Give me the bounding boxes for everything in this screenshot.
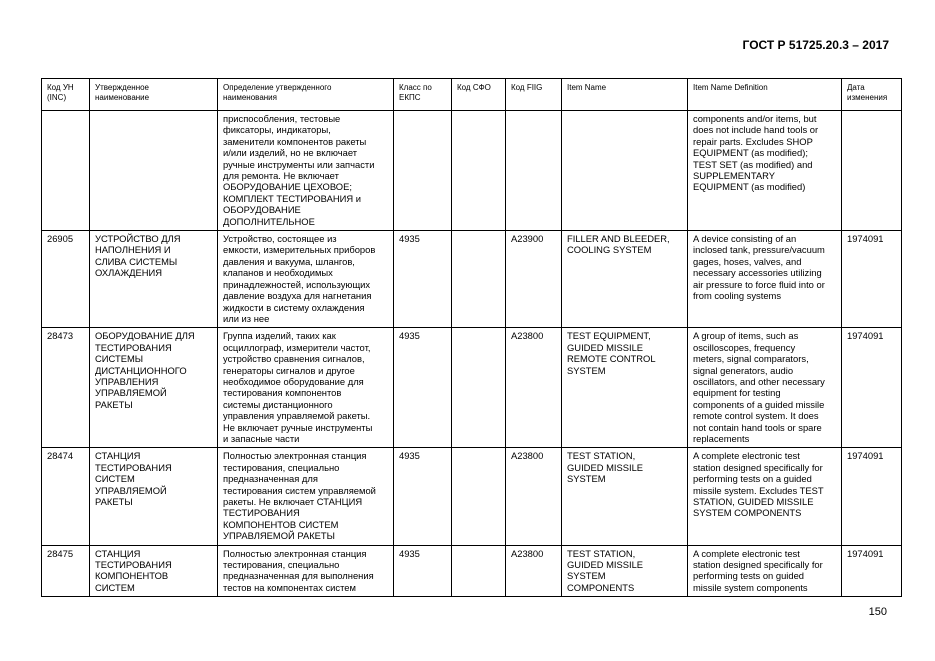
table-row xyxy=(42,448,902,545)
column-header-item-definition: Item Name Definition xyxy=(688,79,842,111)
cell-class xyxy=(394,111,452,231)
cell-name-ru: ОБОРУДОВАНИЕ ДЛЯ ТЕСТИРОВАНИЯ СИСТЕМЫ ДИСТАНЦИОННОГО УПРАВЛЕНИЯ УПРАВЛЯЕМОЙ РАКЕТЫ xyxy=(90,328,218,448)
cell-sfo xyxy=(452,328,506,448)
cell-class: 4935 xyxy=(394,231,452,328)
cell-inc: 26905 xyxy=(42,231,90,328)
cell-fiig: A23800 xyxy=(506,545,562,597)
cell-item-definition: components and/or items, but does not include hand tools or repair parts. Excludes SHOP EQUIPMENT (as modified); TEST SET (as modified) and SUPPLEMENTARY EQUIPMENT (as modified) xyxy=(688,111,842,231)
cell-name-ru: СТАНЦИЯ ТЕСТИРОВАНИЯ СИСТЕМ УПРАВЛЯЕМОЙ РАКЕТЫ xyxy=(90,448,218,545)
cell-definition-ru: Группа изделий, таких как осциллограф, измерители частот, устройство сравнения сигналов, генераторы сигналов и другое необходимое оборудование для тестирования компонентов системы дистанционного управления управляемой ракеты. Не включает ручные инструменты и запасные части xyxy=(218,328,394,448)
cell-date: 1974091 xyxy=(842,231,902,328)
column-header-date: Дата изменения xyxy=(842,79,902,111)
table-row xyxy=(42,545,902,597)
cell-inc xyxy=(42,111,90,231)
cell-name-ru: УСТРОЙСТВО ДЛЯ НАПОЛНЕНИЯ И СЛИВА СИСТЕМЫ ОХЛАЖДЕНИЯ xyxy=(90,231,218,328)
cell-fiig: A23900 xyxy=(506,231,562,328)
cell-sfo xyxy=(452,448,506,545)
cell-fiig xyxy=(506,111,562,231)
table-row xyxy=(42,328,902,448)
cell-name-ru xyxy=(90,111,218,231)
cell-inc: 28473 xyxy=(42,328,90,448)
cell-inc: 28475 xyxy=(42,545,90,597)
cell-definition-ru: Устройство, состоящее из емкости, измерительных приборов давления и вакуума, шлангов, клапанов и необходимых принадлежностей, использующих давление воздуха для нагнетания жидкости в систему охлаждения или из нее xyxy=(218,231,394,328)
column-header-inc: Код УН (INC) xyxy=(42,79,90,111)
cell-class: 4935 xyxy=(394,328,452,448)
cell-sfo xyxy=(452,545,506,597)
cell-class: 4935 xyxy=(394,448,452,545)
column-header-definition-ru: Определение утвержденного наименования xyxy=(218,79,394,111)
cell-item-name xyxy=(562,111,688,231)
cell-item-definition: A group of items, such as oscilloscopes, frequency meters, signal comparators, signal generators, audio oscillators, and other necessary equipment for testing components of a guided missile remote control system. It does not contain hand tools or spare replacements xyxy=(688,328,842,448)
page-number: 150 xyxy=(868,606,887,618)
table-row xyxy=(42,111,902,231)
cell-class: 4935 xyxy=(394,545,452,597)
table-header-row xyxy=(42,79,902,111)
specification-table xyxy=(41,78,902,597)
column-header-item-name: Item Name xyxy=(562,79,688,111)
cell-name-ru: СТАНЦИЯ ТЕСТИРОВАНИЯ КОМПОНЕНТОВ СИСТЕМ xyxy=(90,545,218,597)
cell-item-definition: A complete electronic test station designed specifically for performing tests on a guided missile system. Excludes TEST STATION, GUIDED MISSILE SYSTEM COMPONENTS xyxy=(688,448,842,545)
cell-item-name: TEST STATION, GUIDED MISSILE SYSTEM xyxy=(562,448,688,545)
cell-date: 1974091 xyxy=(842,328,902,448)
cell-date xyxy=(842,111,902,231)
cell-date: 1974091 xyxy=(842,448,902,545)
cell-definition-ru: приспособления, тестовые фиксаторы, индикаторы, заменители компонентов ракеты и/или изделий, но не включает ручные инструменты или запчасти для ремонта. Не включает ОБОРУДОВАНИЕ ЦЕХОВОЕ; КОМПЛЕКТ ТЕСТИРОВАНИЯ и ОБОРУДОВАНИЕ ДОПОЛНИТЕЛЬНОЕ xyxy=(218,111,394,231)
cell-date: 1974091 xyxy=(842,545,902,597)
cell-sfo xyxy=(452,231,506,328)
cell-fiig: A23800 xyxy=(506,328,562,448)
cell-inc: 28474 xyxy=(42,448,90,545)
cell-item-definition: A device consisting of an inclosed tank, pressure/vacuum gages, hoses, valves, and necessary accessories utilizing air pressure to force fluid into or from cooling systems xyxy=(688,231,842,328)
column-header-fiig: Код FIIG xyxy=(506,79,562,111)
column-header-name-ru: Утвержденное наименование xyxy=(90,79,218,111)
cell-fiig: A23800 xyxy=(506,448,562,545)
cell-sfo xyxy=(452,111,506,231)
cell-item-definition: A complete electronic test station designed specifically for performing tests on guided missile system components xyxy=(688,545,842,597)
table-row xyxy=(42,231,902,328)
cell-item-name: FILLER AND BLEEDER, COOLING SYSTEM xyxy=(562,231,688,328)
column-header-class: Класс по ЕКПС xyxy=(394,79,452,111)
document-header: ГОСТ Р 51725.20.3 – 2017 xyxy=(742,38,889,52)
cell-item-name: TEST STATION, GUIDED MISSILE SYSTEM COMPONENTS xyxy=(562,545,688,597)
cell-definition-ru: Полностью электронная станция тестирования, специально предназначенная для тестирования систем управляемой ракеты. Не включает СТАНЦИЯ ТЕСТИРОВАНИЯ КОМПОНЕНТОВ СИСТЕМ УПРАВЛЯЕМОЙ РАКЕТЫ xyxy=(218,448,394,545)
column-header-sfo: Код СФО xyxy=(452,79,506,111)
cell-item-name: TEST EQUIPMENT, GUIDED MISSILE REMOTE CONTROL SYSTEM xyxy=(562,328,688,448)
cell-definition-ru: Полностью электронная станция тестирования, специально предназначенная для выполнения тестов на компонентах систем xyxy=(218,545,394,597)
